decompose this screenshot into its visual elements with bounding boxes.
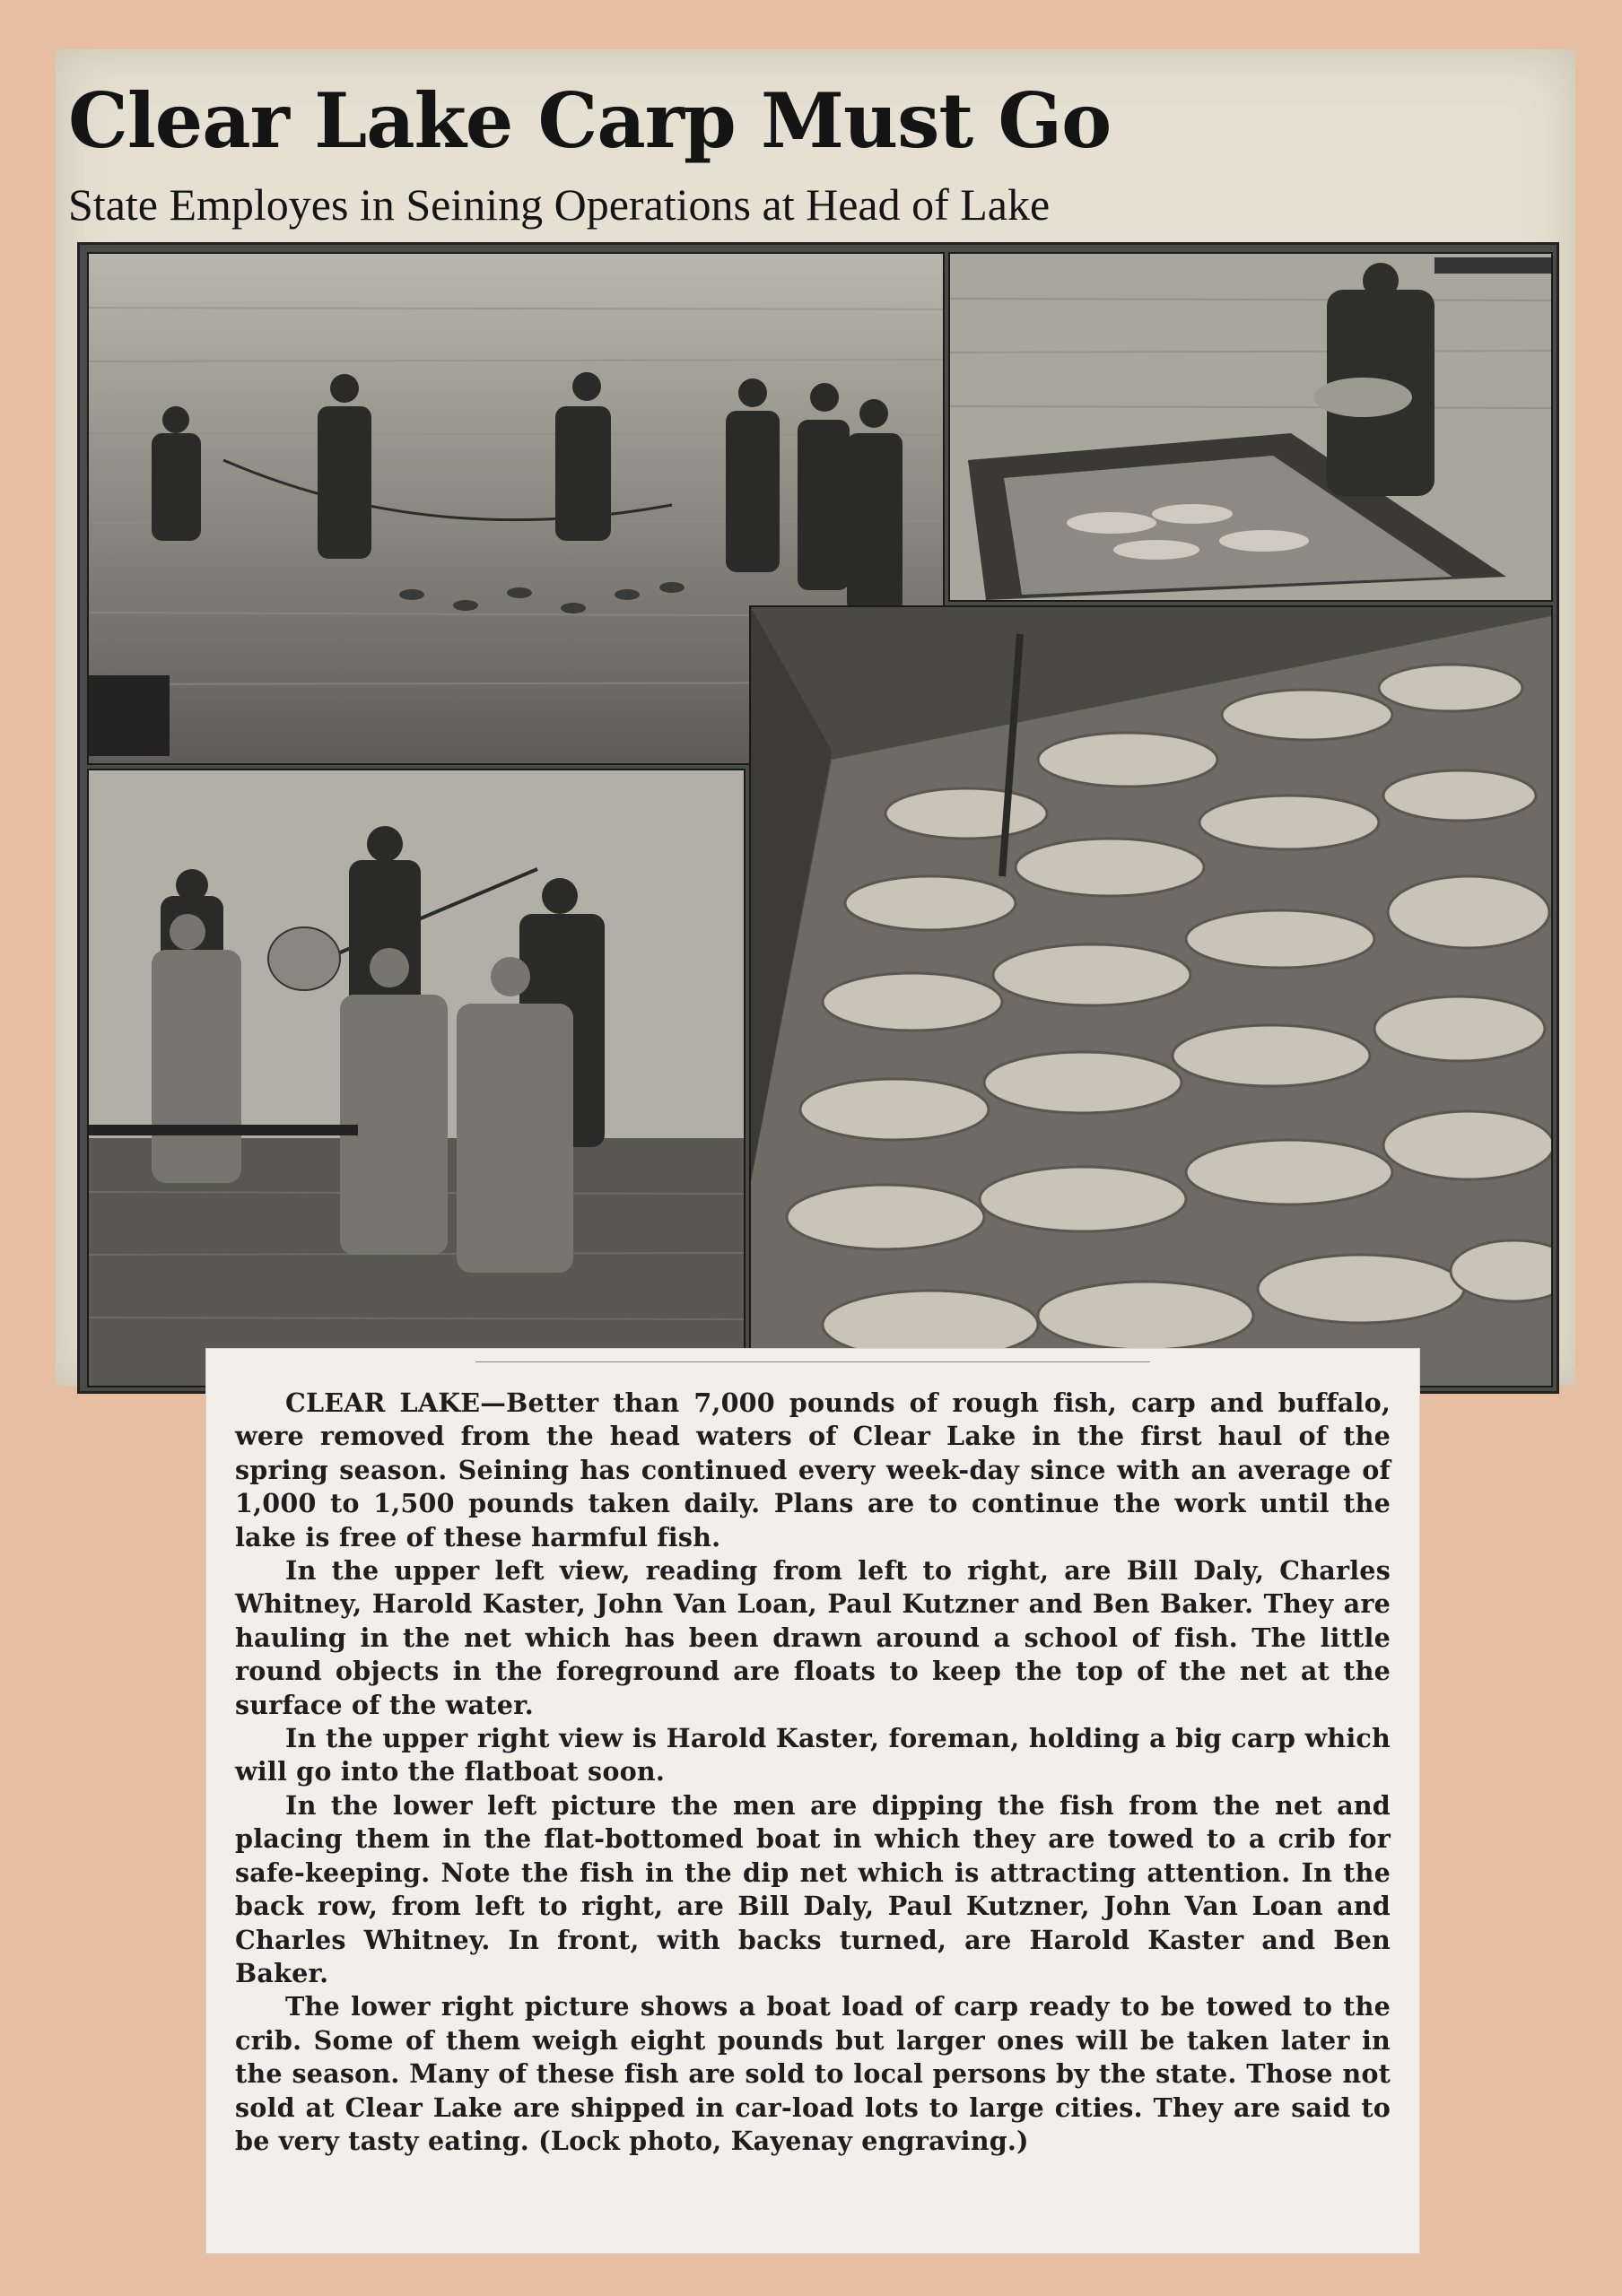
article-paragraph-1 [235,1387,1391,1554]
subheadline: State Employes in Seining Operations at Head of Lake [68,179,1051,230]
headline: Clear Lake Carp Must Go [68,76,1112,165]
article-body [235,1387,1391,2158]
lower-left-photo [87,769,746,1387]
article-paragraph-5: The lower right picture shows a boat load of carp ready to be towed to the crib. Some of them weigh eight pounds but larger ones will be taken later in the season. Many of these fish are sold to local persons by the state. Those not sold at Clear Lake are shipped in car-load lots to large cities. They are said to be very tasty eating. (Lock photo, Kayenay engraving.) [235,1991,1391,2156]
photo-collage [77,242,1559,1394]
article-paragraph-4: In the lower left picture the men are dipping the fish from the net and placing them in the flat-bottomed boat in which they are towed to a crib for safe-keeping. Note the fish in the dip net which is attracting attention. In the back row, from left to right, are Bill Daly, Paul Kutzner, John Van Loan and Charles Whitney. In front, with backs turned, are Harold Kaster and Ben Baker. [235,1789,1391,1988]
dateline: CLEAR LAKE— [285,1387,507,1418]
upper-right-photo [948,252,1553,602]
clipping-header-and-photos [56,49,1575,1386]
lower-right-photo [749,605,1553,1387]
article-clipping [206,1349,1419,2253]
article-paragraph-3: In the upper right view is Harold Kaster, foreman, holding a big carp which will go into the flatboat soon. [235,1723,1391,1787]
article-paragraph-2: In the upper left view, reading from left to right, are Bill Daly, Charles Whitney, Harold Kaster, John Van Loan, Paul Kutzner and Ben Baker. They are hauling in the net which has been drawn around a school of fish. The little round objects in the foreground are floats to keep the top of the net at the surface of the water. [235,1555,1391,1720]
divider [475,1361,1150,1362]
paragraph-1-text: Better than 7,000 pounds of rough fish, carp and buffalo, were removed from the head waters of Clear Lake in the first haul of the spring season. Seining has continued every week-day since with an average of 1,000 to 1,500 pounds taken daily. Plans are to continue the work until the lake is free of these harmful fish. [235,1387,1391,1552]
